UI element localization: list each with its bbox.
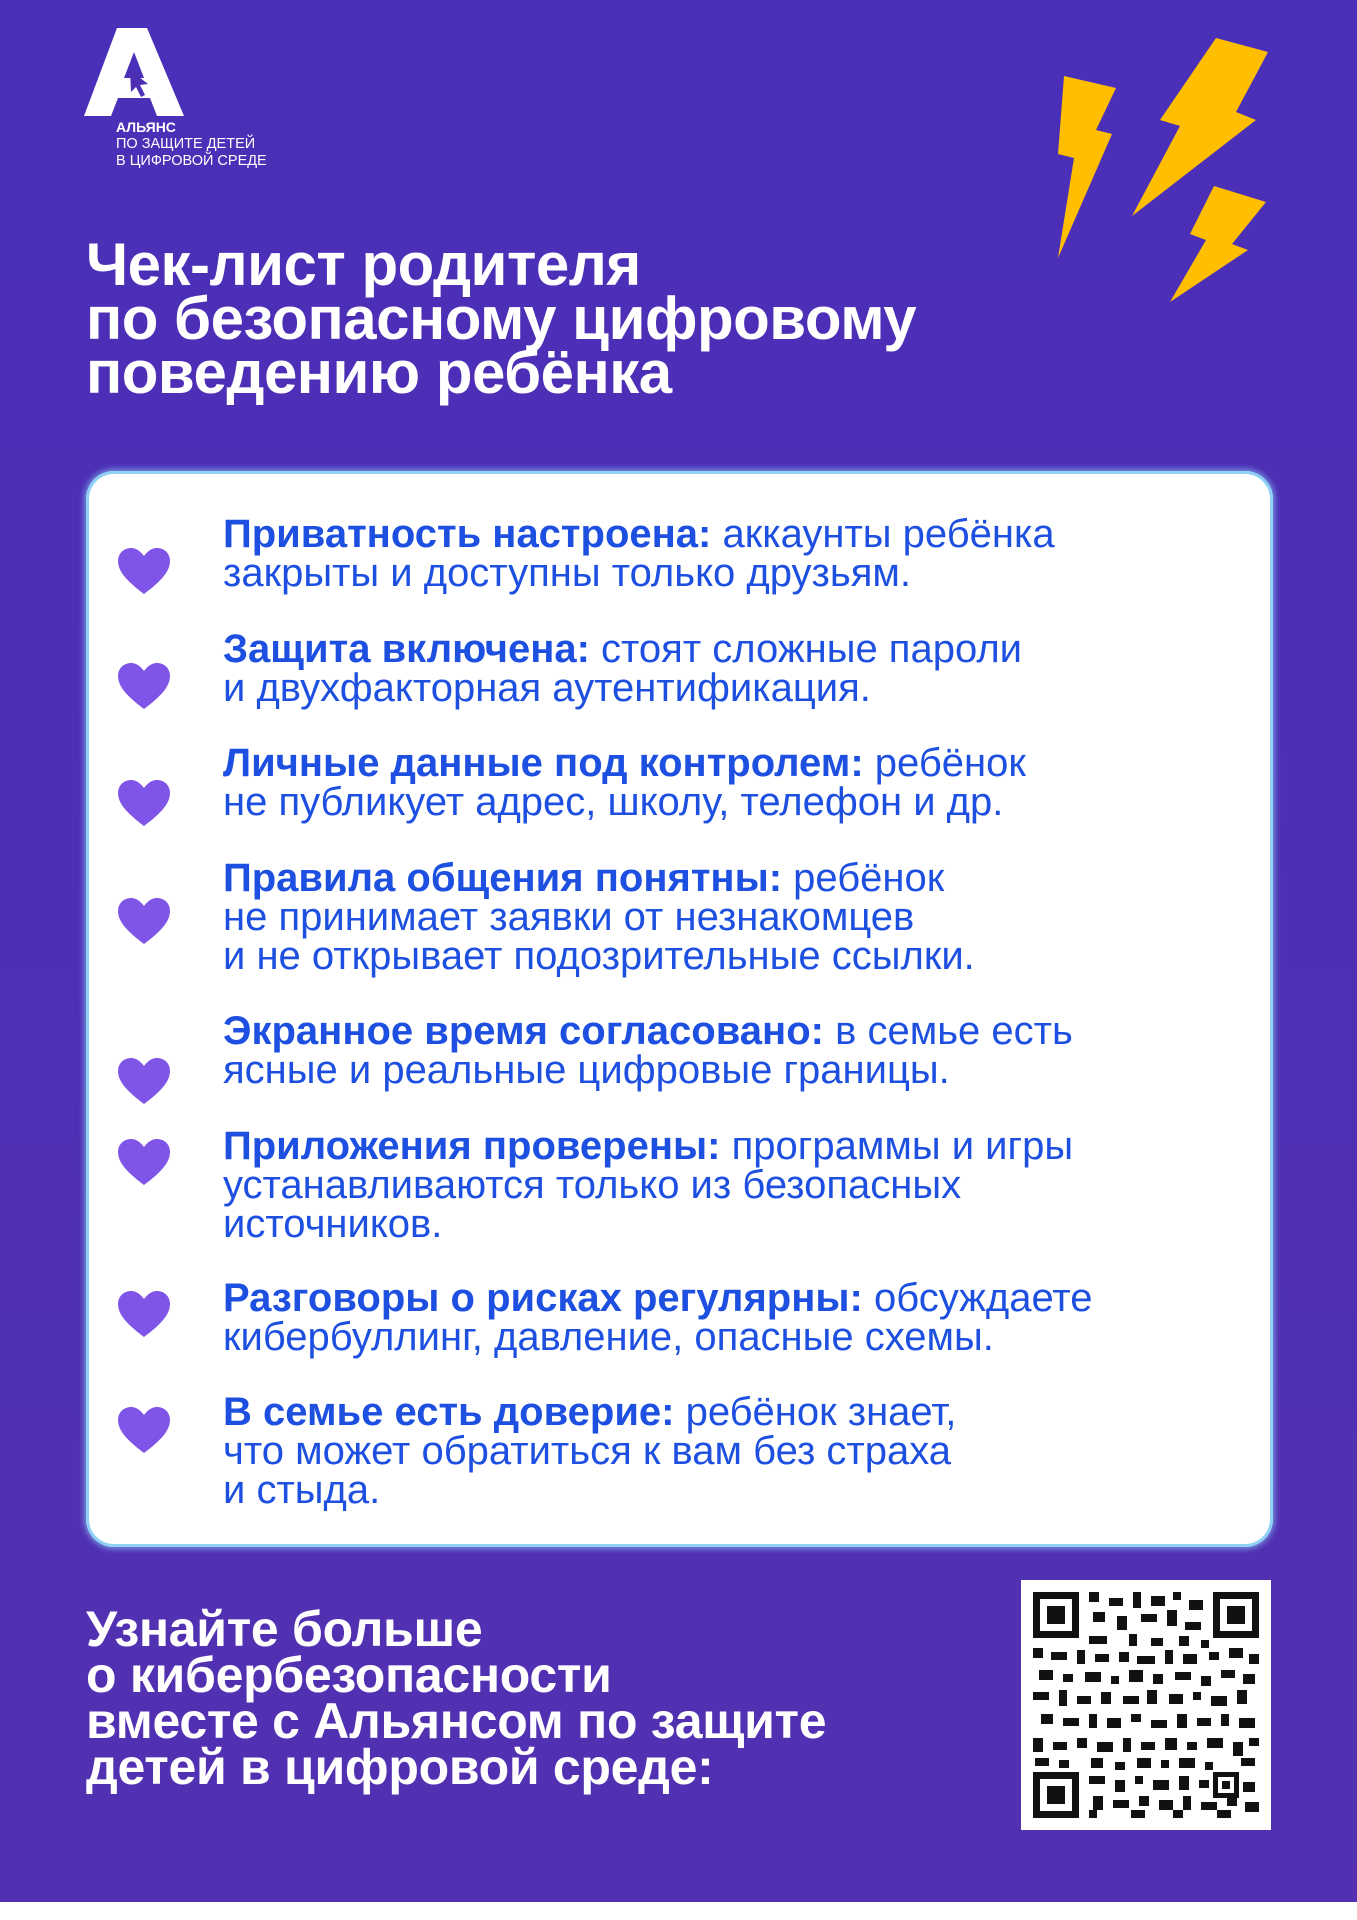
heart-icon xyxy=(118,1291,170,1337)
heart-icon xyxy=(118,898,170,944)
checklist-text xyxy=(223,741,1253,824)
bottom-strip xyxy=(0,1902,1357,1920)
logo-line-2: ПО ЗАЩИТЕ ДЕТЕЙ xyxy=(116,136,256,152)
checklist-body: ребёнок не публикует адрес, школу, телефон и др. xyxy=(223,741,1026,824)
checklist-text xyxy=(223,1276,1253,1359)
checklist-body: стоят сложные пароли и двухфакторная аутентификация. xyxy=(223,627,1023,710)
checklist-head: В семье есть доверие: xyxy=(223,1390,675,1434)
heart-icon xyxy=(118,1139,170,1185)
checklist-card xyxy=(86,471,1273,1547)
checklist-body: программы и игры устанавливаются только из безопасных источников. xyxy=(223,1124,1074,1246)
checklist-head: Разговоры о рисках регулярны: xyxy=(223,1276,863,1320)
checklist-head: Экранное время согласовано: xyxy=(223,1009,824,1053)
checklist-text xyxy=(223,856,1253,978)
checklist-text xyxy=(223,627,1253,710)
logo-caption xyxy=(116,119,267,170)
footer-call-to-action: Узнайте больше о кибербезопасности вместе с Альянсом по защите детей в цифровой среде: xyxy=(86,1601,827,1795)
heart-icon xyxy=(118,1058,170,1104)
checklist-head: Защита включена: xyxy=(223,627,590,671)
logo-line-1: АЛЬЯНС xyxy=(116,119,176,135)
page-title: Чек-лист родителя по безопасному цифровому поведению ребёнка xyxy=(86,231,917,406)
lightning-bolts-icon xyxy=(1030,30,1280,310)
qr-code-icon xyxy=(1033,1592,1259,1818)
checklist-body: аккаунты ребёнка закрыты и доступны только друзьям. xyxy=(223,512,1055,595)
checklist-body: в семье есть ясные и реальные цифровые границы. xyxy=(223,1009,1073,1092)
alliance-logo xyxy=(84,28,284,169)
checklist-body: ребёнок не принимает заявки от незнакомцев и не открывает подозрительные ссылки. xyxy=(223,856,975,978)
checklist-head: Приватность настроена: xyxy=(223,512,712,556)
heart-icon xyxy=(118,548,170,594)
checklist-body: обсуждаете кибербуллинг, давление, опасные схемы. xyxy=(223,1276,1093,1359)
checklist-head: Правила общения понятны: xyxy=(223,856,783,900)
heart-icon xyxy=(118,663,170,709)
logo-line-3: В ЦИФРОВОЙ СРЕДЕ xyxy=(116,153,267,169)
qr-code[interactable] xyxy=(1021,1580,1271,1830)
checklist-head: Личные данные под контролем: xyxy=(223,741,864,785)
checklist-text xyxy=(223,512,1253,595)
alliance-logo-icon xyxy=(84,28,184,116)
checklist-text xyxy=(223,1390,1253,1512)
heart-icon xyxy=(118,780,170,826)
checklist-body: ребёнок знает, что может обратиться к вам без страха и стыда. xyxy=(223,1390,957,1512)
checklist-head: Приложения проверены: xyxy=(223,1124,721,1168)
heart-icon xyxy=(118,1407,170,1453)
checklist-text xyxy=(223,1009,1253,1092)
checklist-text xyxy=(223,1124,1253,1246)
